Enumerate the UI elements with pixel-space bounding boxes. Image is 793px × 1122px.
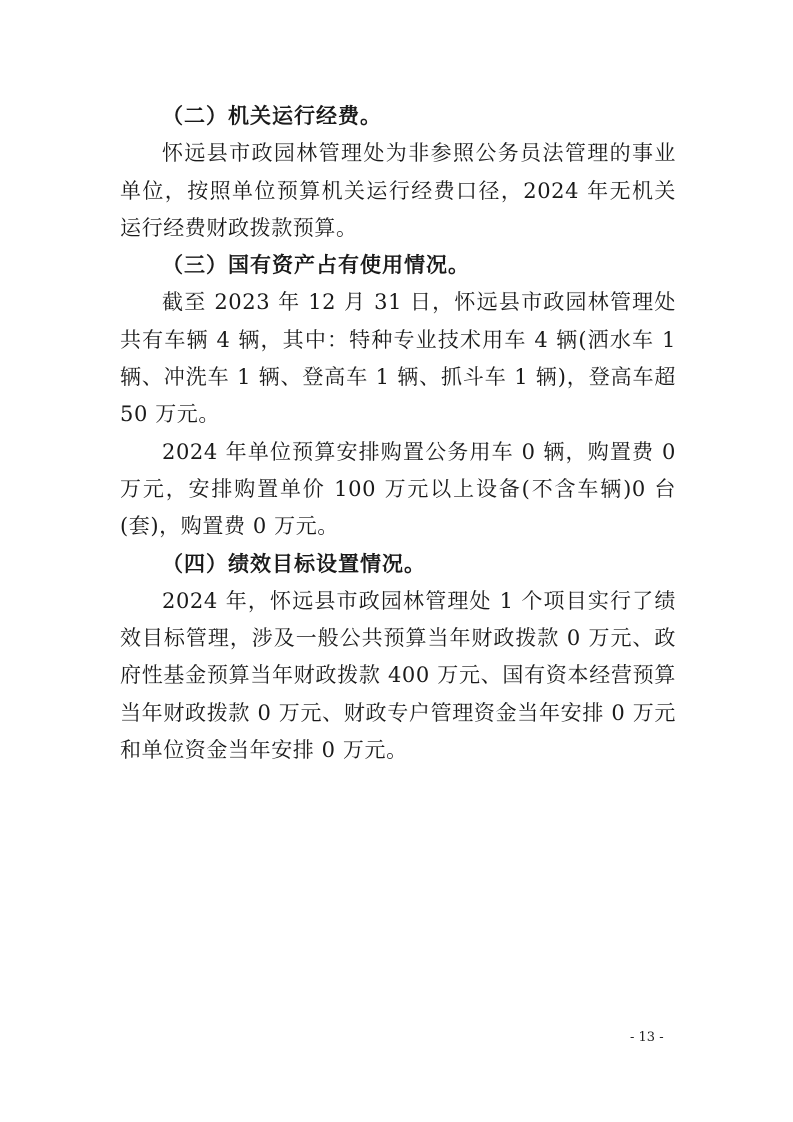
page-number: - 13 - [630, 1030, 664, 1045]
paragraph-performance-targets: 2024 年，怀远县市政园林管理处 1 个项目实行了绩效目标管理，涉及一般公共预算当年财政拨款 0 万元、政府性基金预算当年财政拨款 400 万元、国有资本经营预算当年财政拨款 0 万元、财政专户管理资金当年安排 0 万元和单位资金当年安排 0 万元。 [120, 588, 676, 763]
section-heading-state-assets: （三）国有资产占有使用情况。 [162, 253, 470, 278]
document-body [120, 98, 676, 769]
paragraph-purchases: 2024 年单位预算安排购置公务用车 0 辆，购置费 0 万元，安排购置单价 100 万元以上设备(不含车辆)0 台(套)，购置费 0 万元。 [120, 439, 676, 539]
paragraph-operating-expenses: 怀远县市政园林管理处为非参照公务员法管理的事业单位，按照单位预算机关运行经费口径，2024 年无机关运行经费财政拨款预算。 [120, 141, 676, 240]
paragraph-vehicles: 截至 2023 年 12 月 31 日，怀远县市政园林管理处共有车辆 4 辆，其中：特种专业技术用车 4 辆(洒水车 1 辆、冲洗车 1 辆、登高车 1 辆、抓斗车 1 辆)，登高车超 50 万元。 [120, 290, 676, 427]
section-heading-operating-expenses: （二）机关运行经费。 [162, 104, 382, 128]
section-heading-performance-targets: （四）绩效目标设置情况。 [162, 551, 426, 576]
